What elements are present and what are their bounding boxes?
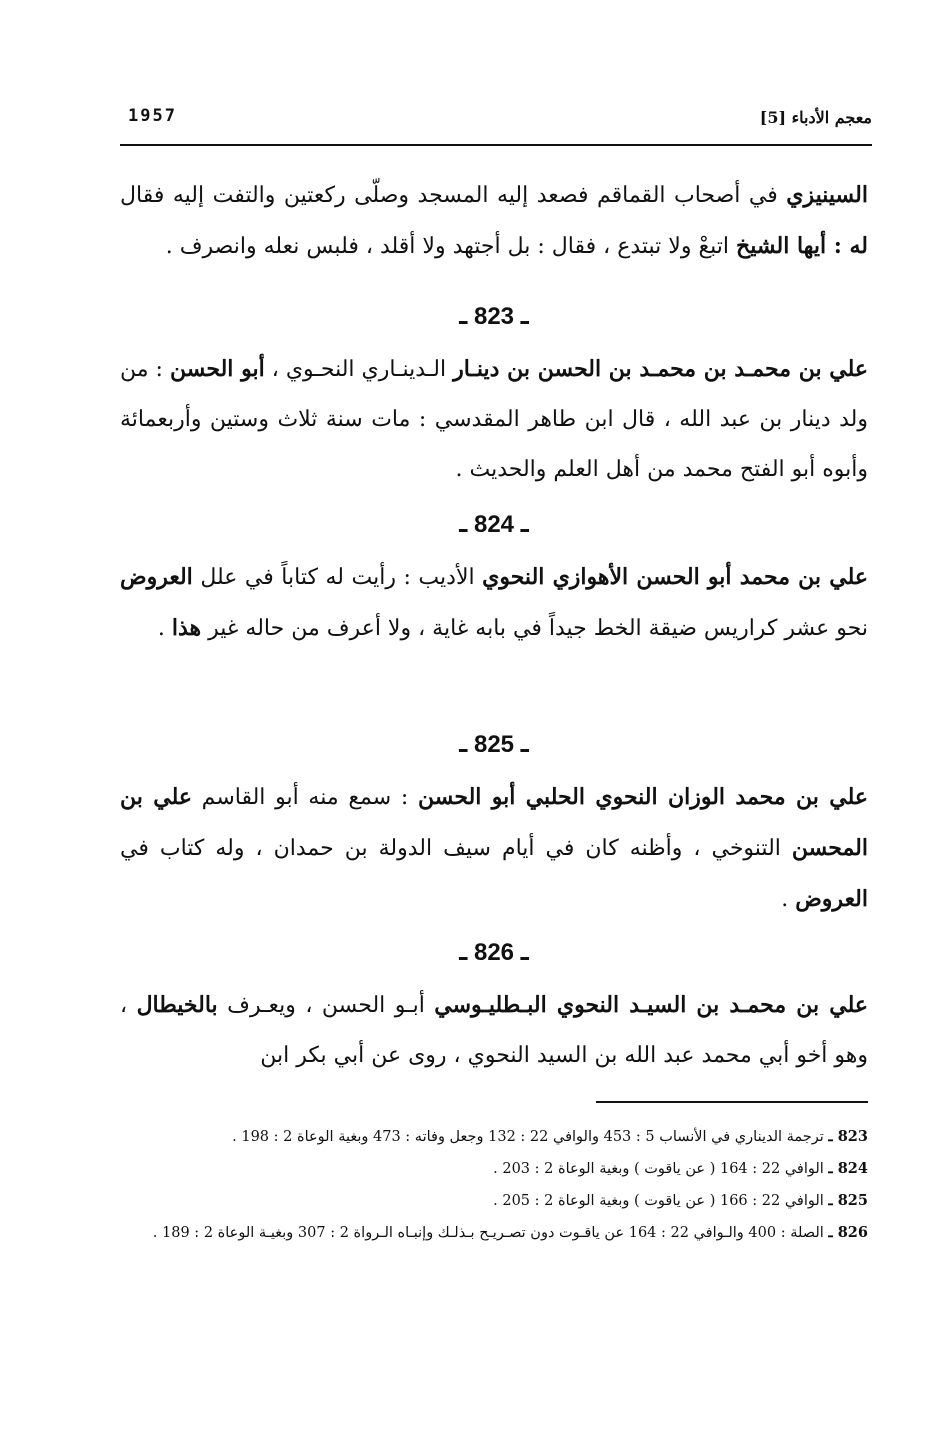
entry-paragraph-823 [120, 344, 868, 495]
entry-826-bold: علي بن محمـد بن السيـد النحوي البـطليـوسي [434, 992, 868, 1018]
continuation-paragraph [120, 170, 868, 272]
continuation-bold-mid: له : أيها الشيخ [736, 233, 868, 259]
entry-825-bold-2: علي بن المحسن [120, 784, 868, 861]
entry-825-bold: علي بن محمد الوزان النحوي الحلبي أبو الحسن [418, 784, 868, 810]
entry-number-824: ـ 824 ـ [459, 511, 529, 538]
footnote-ref-825: 825 ـ [828, 1192, 868, 1209]
footnote-ref-823: 823 ـ [828, 1128, 868, 1145]
entry-824-bold-3: هذا [171, 615, 202, 641]
continuation-text-1: في أصحاب القماقم فصعد إليه المسجد وصلّى ركعتين والتفت إليه فقال [120, 183, 787, 208]
entry-825-bold-3: العروض [795, 886, 868, 912]
footnote-ref-824: 824 ـ [828, 1160, 868, 1177]
running-title: معجم الأدباء [5] [759, 108, 872, 127]
footnote-824 [120, 1154, 868, 1184]
entry-number-826: ـ 826 ـ [459, 939, 529, 966]
entry-824-text-2: نحو عشر كراريس ضيقة الخط جيداً في بابه غاية ، ولا أعرف من حاله غير [201, 616, 868, 641]
entry-number-823: ـ 823 ـ [459, 303, 529, 330]
entry-824-text-3: . [157, 616, 172, 641]
footnote-ref-826: 826 ـ [828, 1224, 868, 1241]
continuation-text-2: اتبعْ ولا تبتدع ، فقال : بل أجتهد ولا أقلد ، فلبس نعله وانصرف . [165, 234, 737, 259]
footnote-text-826: الصلة : 400 والـوافي 22 : 164 عن ياقـوت دون تصـريـح بـذلـك وإنبـاه الـرواة 2 : 307 وبغيـة الوعاة 2 : 189 . [152, 1225, 829, 1241]
footnote-826 [120, 1218, 868, 1248]
entry-825-text-1: : سمع منه أبو القاسم [191, 785, 418, 810]
entry-826-text-1: أبـو الحسن ، ويعـرف [217, 993, 435, 1018]
footnote-825 [120, 1186, 868, 1216]
footnote-rule [596, 1101, 868, 1103]
entry-825-text-3: . [781, 887, 796, 912]
page-header [120, 104, 872, 140]
entry-825-text-2: التنوخي ، وأظنه كان في أيام سيف الدولة بن حمدان ، وله كتاب في [120, 836, 792, 861]
entry-824-bold: علي بن محمد أبو الحسن الأهوازي النحوي [482, 564, 868, 590]
entry-paragraph-824 [120, 552, 868, 654]
entry-823-text-2: : من ولد دينار بن عبد الله ، قال ابن طاهر المقدسي : مات سنة ثلاث وستين وأربعمائة وأبوه أبو الفتح محمد من أهل العلم والحديث . [120, 357, 868, 482]
entry-paragraph-826 [120, 980, 868, 1081]
continuation-bold-start: السينيزي [786, 182, 868, 208]
entry-823-text-1: الـدينـاري النحـوي ، [264, 357, 454, 382]
header-rule [120, 144, 872, 146]
entry-826-text-2: ، وهو أخو أبي محمد عبد الله بن السيد النحوي ، روى عن أبي بكر ابن [120, 993, 868, 1068]
entry-824-bold-2: العروض [120, 564, 193, 590]
footnote-823 [120, 1122, 868, 1152]
entry-number-825: ـ 825 ـ [459, 731, 529, 758]
entry-823-bold-2: أبو الحسن [170, 356, 265, 382]
entry-826-bold-2: بالخيطال [136, 992, 218, 1018]
entry-paragraph-825 [120, 772, 868, 925]
entry-823-bold: علي بن محمـد بن محمـد بن الحسن بن دينـار [453, 356, 868, 382]
entry-824-text-1: الأديب : رأيت له كتاباً في علل [192, 565, 483, 590]
footnote-text-825: الوافي 22 : 166 ( عن ياقوت ) وبغية الوعاة 2 : 205 . [493, 1193, 829, 1209]
footnote-text-823: ترجمة الديناري في الأنساب 5 : 453 والوافي 22 : 132 وجعل وفاته : 473 وبغية الوعاة 2 : 198 . [232, 1129, 829, 1145]
page-number: 1957 [128, 106, 177, 126]
footnote-text-824: الوافي 22 : 164 ( عن ياقوت ) وبغية الوعاة 2 : 203 . [493, 1161, 829, 1177]
